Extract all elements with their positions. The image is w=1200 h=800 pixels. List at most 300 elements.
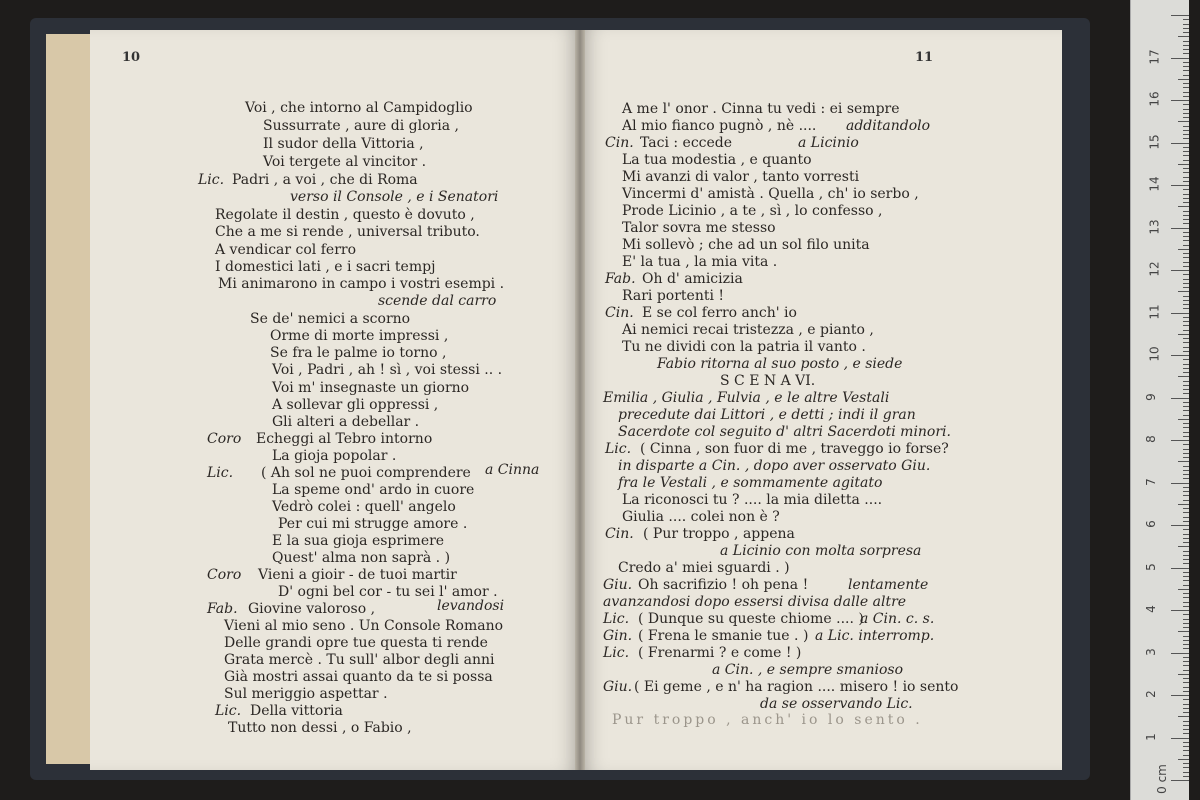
ruler-tick	[1183, 147, 1189, 148]
ruler-tick	[1183, 262, 1189, 263]
ruler-tick	[1183, 351, 1189, 352]
ruler-tick	[1183, 534, 1189, 535]
left-text-line: Sussurrate , aure di gloria ,	[263, 118, 459, 134]
ruler-tick	[1178, 334, 1189, 335]
book-gutter	[575, 30, 585, 770]
ruler-tick	[1183, 763, 1189, 764]
right-text-line: Sacerdote col seguito d' altri Sacerdoti minori.	[618, 424, 951, 440]
left-text-line: Echeggi al Tebro intorno	[256, 431, 433, 447]
right-text-line: Talor sovra me stesso	[622, 220, 776, 236]
ruler-tick	[1178, 376, 1189, 377]
left-text-line: Se fra le palme io torno ,	[270, 345, 447, 361]
ruler-label: 14	[1147, 176, 1162, 192]
ruler-tick	[1183, 117, 1189, 118]
left-text-line: Il sudor della Vittoria ,	[263, 136, 424, 152]
ruler-tick	[1183, 487, 1189, 488]
right-text-line: ( Frenarmi ? e come ! )	[638, 645, 802, 661]
ruler-tick	[1183, 721, 1189, 722]
ruler-tick	[1183, 181, 1189, 182]
ruler-tick	[1183, 436, 1189, 437]
left-text-line: Lic.	[215, 703, 242, 719]
ruler-tick	[1183, 70, 1189, 71]
right-text-line: S C E N A VI.	[720, 373, 816, 389]
ruler-tick	[1183, 325, 1189, 326]
ruler-tick	[1178, 36, 1189, 37]
right-text-line: lentamente	[848, 577, 929, 593]
ruler-tick	[1183, 750, 1189, 751]
ruler-tick	[1183, 253, 1189, 254]
right-text-line: Fab.	[605, 271, 636, 287]
ruler-tick	[1183, 126, 1189, 127]
ruler-tick	[1183, 614, 1189, 615]
ruler-tick	[1183, 691, 1189, 692]
left-text-line: a Cinna	[485, 462, 540, 478]
ruler-tick	[1183, 644, 1189, 645]
left-text-line: Gli alteri a debellar .	[272, 414, 420, 430]
left-text-line: Voi , che intorno al Campidoglio	[245, 100, 473, 116]
ruler-tick	[1183, 559, 1189, 560]
left-text-line: Che a me si rende , universal tributo.	[215, 224, 480, 240]
left-text-line: ( Ah sol ne puoi comprendere	[261, 465, 471, 481]
left-text-line: Vedrò colei : quell' angelo	[272, 499, 456, 515]
right-text-line: Prode Licinio , a te , sì , lo confesso ,	[622, 203, 883, 219]
ruler-tick	[1183, 53, 1189, 54]
ruler-tick	[1183, 83, 1189, 84]
left-text-line: Padri , a voi , che di Roma	[232, 172, 418, 188]
ruler-tick	[1183, 155, 1189, 156]
ruler-tick	[1183, 342, 1189, 343]
right-text-line: E se col ferro anch' io	[642, 305, 797, 321]
left-text-line: verso il Console , e i Senatori	[290, 189, 499, 205]
right-text-line: Lic.	[603, 645, 630, 661]
ruler-tick	[1171, 610, 1189, 611]
ruler-tick	[1183, 62, 1189, 63]
ruler-tick	[1171, 270, 1189, 271]
left-text-line: A vendicar col ferro	[215, 242, 357, 258]
ruler-tick	[1183, 66, 1189, 67]
ruler-tick	[1178, 716, 1189, 717]
left-text-line: Coro	[207, 567, 242, 583]
ruler-tick	[1183, 172, 1189, 173]
ruler-tick	[1183, 444, 1189, 445]
ruler-label: 13	[1147, 218, 1162, 235]
ruler-tick	[1183, 767, 1189, 768]
ruler-tick	[1183, 177, 1189, 178]
right-text-line: Taci : eccede	[640, 135, 733, 151]
ruler-label: 10	[1147, 346, 1162, 362]
ruler-tick	[1183, 427, 1189, 428]
ruler-tick	[1171, 143, 1189, 144]
page-number-right: 11	[915, 50, 934, 65]
right-text-line: Lic.	[605, 441, 632, 457]
left-text-line: Voi m' insegnaste un giorno	[272, 380, 470, 396]
left-text-line: Tutto non dessi , o Fabio ,	[228, 720, 412, 736]
ruler-label: 17	[1147, 48, 1162, 65]
ruler-tick	[1183, 364, 1189, 365]
left-text-line: Fab.	[207, 601, 238, 617]
left-text-line: Regolate il destin , questo è dovuto ,	[215, 207, 475, 223]
ruler-tick	[1183, 274, 1189, 275]
ruler-tick	[1183, 580, 1189, 581]
ruler-tick	[1183, 729, 1189, 730]
ruler-tick	[1183, 160, 1189, 161]
right-text-line: Ai nemici recai tristezza , e pianto ,	[622, 322, 874, 338]
ruler-tick	[1183, 406, 1189, 407]
ruler-tick	[1183, 49, 1189, 50]
left-text-line: I domestici lati , e i sacri tempj	[215, 259, 436, 275]
ruler-tick	[1171, 398, 1189, 399]
right-text-line: ( Pur troppo , appena	[643, 526, 795, 542]
ruler-tick	[1183, 508, 1189, 509]
ruler-tick	[1183, 742, 1189, 743]
ruler-tick	[1183, 219, 1189, 220]
ruler-tick	[1183, 466, 1189, 467]
ruler-tick	[1171, 100, 1189, 101]
right-text-line: La riconosci tu ? .... la mia diletta ....	[622, 492, 883, 508]
ruler-tick	[1183, 542, 1189, 543]
ruler-tick	[1178, 206, 1189, 207]
ruler-label: 5	[1143, 562, 1158, 571]
ruler-tick	[1178, 589, 1189, 590]
ruler-label: 8	[1143, 435, 1158, 443]
right-text-line: Giulia .... colei non è ?	[622, 509, 780, 525]
ruler-tick	[1171, 780, 1189, 781]
ruler-tick	[1183, 585, 1189, 586]
ruler-label: 0 cm	[1154, 764, 1169, 794]
ruler-tick	[1183, 746, 1189, 747]
ruler-tick	[1183, 572, 1189, 573]
right-text-line: Lic.	[603, 611, 630, 627]
right-text-line: Oh sacrifizio ! oh pena !	[638, 577, 809, 593]
ruler-tick	[1183, 661, 1189, 662]
ruler-tick	[1183, 381, 1189, 382]
ruler-tick	[1183, 636, 1189, 637]
ruler-tick	[1183, 725, 1189, 726]
ruler-label: 4	[1143, 605, 1158, 613]
ruler-tick	[1183, 551, 1189, 552]
ruler-tick	[1171, 15, 1189, 16]
ruler-tick	[1183, 657, 1189, 658]
ruler-tick	[1183, 687, 1189, 688]
ruler-tick	[1183, 130, 1189, 131]
ruler-tick	[1183, 478, 1189, 479]
ruler-tick	[1171, 313, 1189, 314]
ruler-tick	[1183, 670, 1189, 671]
ruler-tick	[1183, 347, 1189, 348]
ruler-tick	[1183, 449, 1189, 450]
ruler-tick	[1183, 623, 1189, 624]
ruler-tick	[1183, 593, 1189, 594]
ruler-tick	[1183, 41, 1189, 42]
left-text-line: Orme di morte impressi ,	[270, 328, 449, 344]
ruler-tick	[1171, 525, 1189, 526]
ruler-tick	[1171, 58, 1189, 59]
ruler-tick	[1183, 453, 1189, 454]
ruler-tick	[1171, 440, 1189, 441]
left-text-line: levandosi	[437, 598, 505, 614]
ruler-label: 15	[1147, 133, 1162, 150]
ruler-tick	[1183, 189, 1189, 190]
ruler-tick	[1183, 627, 1189, 628]
right-text-line: La tua modestia , e quanto	[622, 152, 812, 168]
right-text-line: Cin.	[605, 305, 634, 321]
right-text-line: ( Ei geme , e n' ha ragion .... misero ! io sento	[634, 679, 959, 695]
ruler-tick	[1183, 211, 1189, 212]
left-text-line: Vieni a gioir - de tuoi martir	[258, 567, 457, 583]
right-text-line: ( Dunque su queste chiome .... )	[638, 611, 864, 627]
ruler-tick	[1183, 245, 1189, 246]
ruler-tick	[1183, 138, 1189, 139]
ruler-tick	[1183, 474, 1189, 475]
right-text-line: Vincermi d' amistà . Quella , ch' io serbo ,	[622, 186, 919, 202]
ruler-tick	[1183, 28, 1189, 29]
right-text-line: fra le Vestali , e sommamente agitato	[618, 475, 883, 491]
ruler-tick	[1178, 631, 1189, 632]
ruler-tick	[1183, 538, 1189, 539]
right-text-line: a Cin. , e sempre smanioso	[712, 662, 904, 678]
ruler-tick	[1183, 682, 1189, 683]
ruler-tick	[1183, 576, 1189, 577]
left-text-line: Se de' nemici a scorno	[250, 311, 411, 327]
ruler-tick	[1183, 640, 1189, 641]
ruler-tick	[1171, 355, 1189, 356]
ruler-tick	[1183, 708, 1189, 709]
ruler-tick	[1183, 491, 1189, 492]
ruler-tick	[1183, 75, 1189, 76]
left-text-line: E la sua gioja esprimere	[272, 533, 445, 549]
ruler-tick	[1183, 279, 1189, 280]
left-text-line: Lic.	[198, 172, 225, 188]
ruler-tick	[1183, 236, 1189, 237]
ruler-tick	[1183, 678, 1189, 679]
ruler-tick	[1183, 389, 1189, 390]
ruler-tick	[1183, 304, 1189, 305]
right-text-line: avanzandosi dopo essersi divisa dalle altre	[603, 594, 907, 610]
ruler-tick	[1183, 87, 1189, 88]
ruler-tick	[1171, 483, 1189, 484]
right-text-line: Cin.	[605, 135, 634, 151]
page-number-left: 10	[122, 50, 141, 65]
ruler-tick	[1183, 555, 1189, 556]
left-text-line: Giovine valoroso ,	[248, 601, 376, 617]
ruler-tick	[1183, 104, 1189, 105]
ruler-tick	[1178, 461, 1189, 462]
ruler-tick	[1178, 164, 1189, 165]
right-text-line: Fabio ritorna al suo posto , e siede	[657, 356, 903, 372]
ruler-label: 11	[1147, 303, 1162, 320]
ruler-tick	[1178, 419, 1189, 420]
ruler-tick	[1183, 287, 1189, 288]
left-text-line: Voi tergete al vincitor .	[263, 154, 427, 170]
left-text-line: Vieni al mio seno . Un Console Romano	[224, 618, 504, 634]
right-text-line: additandolo	[846, 118, 931, 134]
left-text-line: La speme ond' ardo in cuore	[272, 482, 475, 498]
ruler-tick	[1183, 402, 1189, 403]
ruler-tick	[1183, 368, 1189, 369]
ruler-tick	[1183, 194, 1189, 195]
ruler-tick	[1183, 151, 1189, 152]
ruler-tick	[1183, 113, 1189, 114]
right-text-line: Giu.	[603, 577, 633, 593]
right-text-line: Cin.	[605, 526, 634, 542]
ruler-tick	[1183, 308, 1189, 309]
right-text-line: a Licinio con molta sorpresa	[720, 543, 922, 559]
right-text-line: Rari portenti !	[622, 288, 725, 304]
right-text-line: a Licinio	[798, 135, 859, 151]
left-text-line: D' ogni bel cor - tu sei l' amor .	[278, 584, 498, 600]
ruler-tick	[1183, 712, 1189, 713]
ruler-label: 9	[1143, 392, 1158, 401]
left-text-line: Già mostri assai quanto da te si possa	[224, 669, 493, 685]
left-text-line: Per cui mi strugge amore .	[278, 516, 468, 532]
ruler-tick	[1183, 372, 1189, 373]
left-text-line: Coro	[207, 431, 242, 447]
ruler-tick	[1183, 606, 1189, 607]
ruler-tick	[1178, 79, 1189, 80]
ruler-tick	[1183, 385, 1189, 386]
ruler-tick	[1183, 500, 1189, 501]
ruler-tick	[1183, 202, 1189, 203]
ruler-tick	[1171, 653, 1189, 654]
ruler-tick	[1183, 648, 1189, 649]
left-text-line: La gioja popolar .	[272, 448, 397, 464]
right-text-line: E' la tua , la mia vita .	[622, 254, 778, 270]
right-text-line: Mi avanzi di valor , tanto vorresti	[622, 169, 860, 185]
ruler-tick	[1183, 300, 1189, 301]
ruler-label: 16	[1147, 91, 1162, 107]
ruler-tick	[1183, 321, 1189, 322]
measuring-ruler	[1130, 0, 1189, 800]
ruler-tick	[1183, 134, 1189, 135]
right-text-line: Giu.	[603, 679, 633, 695]
ruler-label: 3	[1143, 647, 1158, 656]
ruler-tick	[1183, 317, 1189, 318]
ruler-tick	[1183, 602, 1189, 603]
ruler-tick	[1178, 504, 1189, 505]
ruler-tick	[1183, 19, 1189, 20]
right-text-line: a Cin. c. s.	[860, 611, 935, 627]
ruler-tick	[1183, 168, 1189, 169]
ruler-tick	[1183, 45, 1189, 46]
faded-bleed-line: Pur troppo , anch' io lo sento .	[612, 712, 923, 728]
ruler-label: 6	[1143, 520, 1158, 528]
ruler-tick	[1183, 330, 1189, 331]
right-text-line: Emilia , Giulia , Fulvia , e le altre Vestali	[603, 390, 890, 406]
ruler-tick	[1183, 755, 1189, 756]
ruler-tick	[1183, 32, 1189, 33]
ruler-tick	[1183, 563, 1189, 564]
ruler-tick	[1183, 240, 1189, 241]
ruler-tick	[1183, 266, 1189, 267]
ruler-tick	[1183, 232, 1189, 233]
ruler-tick	[1183, 338, 1189, 339]
ruler-tick	[1183, 359, 1189, 360]
ruler-tick	[1171, 738, 1189, 739]
ruler-tick	[1183, 423, 1189, 424]
ruler-tick	[1183, 393, 1189, 394]
left-text-line: Della vittoria	[250, 703, 343, 719]
ruler-tick	[1183, 92, 1189, 93]
ruler-tick	[1183, 457, 1189, 458]
ruler-tick	[1183, 257, 1189, 258]
ruler-tick	[1183, 699, 1189, 700]
ruler-tick	[1178, 291, 1189, 292]
ruler-label: 2	[1143, 690, 1158, 698]
right-text-line: da se osservando Lic.	[760, 696, 913, 712]
left-text-line: Lic.	[207, 465, 234, 481]
ruler-tick	[1183, 495, 1189, 496]
ruler-tick	[1183, 24, 1189, 25]
ruler-tick	[1183, 529, 1189, 530]
right-text-line: precedute dai Littori , e detti ; indi il gran	[618, 407, 916, 423]
ruler-tick	[1171, 568, 1189, 569]
right-text-line: Gin.	[603, 628, 633, 644]
ruler-label: 7	[1143, 477, 1158, 486]
right-text-line: Credo a' miei sguardi . )	[618, 560, 790, 576]
ruler-tick	[1183, 410, 1189, 411]
ruler-tick	[1183, 776, 1189, 777]
ruler-tick	[1183, 223, 1189, 224]
ruler-tick	[1178, 674, 1189, 675]
right-text-line: in disparte a Cin. , dopo aver osservato Giu.	[618, 458, 931, 474]
left-text-line: Grata mercè . Tu sull' albor degli anni	[224, 652, 495, 668]
ruler-tick	[1183, 597, 1189, 598]
ruler-tick	[1183, 415, 1189, 416]
ruler-tick	[1183, 198, 1189, 199]
ruler-tick	[1183, 619, 1189, 620]
ruler-tick	[1183, 704, 1189, 705]
ruler-tick	[1183, 109, 1189, 110]
right-text-line: ( Cinna , son fuor di me , traveggo io forse?	[640, 441, 949, 457]
ruler-tick	[1183, 283, 1189, 284]
right-text-line: Al mio fianco pugnò , nè ....	[622, 118, 817, 134]
right-text-line: Tu ne dividi con la patria il vanto .	[622, 339, 866, 355]
left-text-line: Quest' alma non saprà . )	[272, 550, 451, 566]
ruler-tick	[1183, 96, 1189, 97]
left-text-line: A sollevar gli oppressi ,	[272, 397, 439, 413]
ruler-label: 12	[1147, 261, 1162, 277]
left-text-line: Voi , Padri , ah ! sì , voi stessi .. .	[272, 362, 503, 378]
ruler-tick	[1183, 521, 1189, 522]
left-text-line: Delle grandi opre tue questa ti rende	[224, 635, 488, 651]
ruler-tick	[1178, 249, 1189, 250]
ruler-tick	[1171, 185, 1189, 186]
right-text-line: ( Frena le smanie tue . )	[638, 628, 809, 644]
left-text-line: scende dal carro	[378, 293, 497, 309]
right-text-line: A me l' onor . Cinna tu vedi : ei sempre	[622, 101, 900, 117]
ruler-tick	[1183, 432, 1189, 433]
right-text-line: Mi sollevò ; che ad un sol filo unita	[622, 237, 870, 253]
ruler-label: 1	[1143, 732, 1158, 741]
ruler-tick	[1183, 517, 1189, 518]
right-text-line: a Lic. interromp.	[815, 628, 935, 644]
ruler-tick	[1183, 665, 1189, 666]
ruler-tick	[1171, 228, 1189, 229]
left-text-line: Mi animarono in campo i vostri esempi .	[218, 276, 505, 292]
ruler-tick	[1178, 121, 1189, 122]
ruler-tick	[1183, 215, 1189, 216]
ruler-tick	[1171, 695, 1189, 696]
left-text-line: Sul meriggio aspettar .	[224, 686, 388, 702]
right-text-line: Oh d' amicizia	[642, 271, 743, 287]
ruler-tick	[1178, 546, 1189, 547]
ruler-tick	[1183, 733, 1189, 734]
ruler-tick	[1183, 296, 1189, 297]
ruler-tick	[1183, 772, 1189, 773]
ruler-tick	[1178, 759, 1189, 760]
ruler-tick	[1183, 512, 1189, 513]
ruler-tick	[1183, 470, 1189, 471]
